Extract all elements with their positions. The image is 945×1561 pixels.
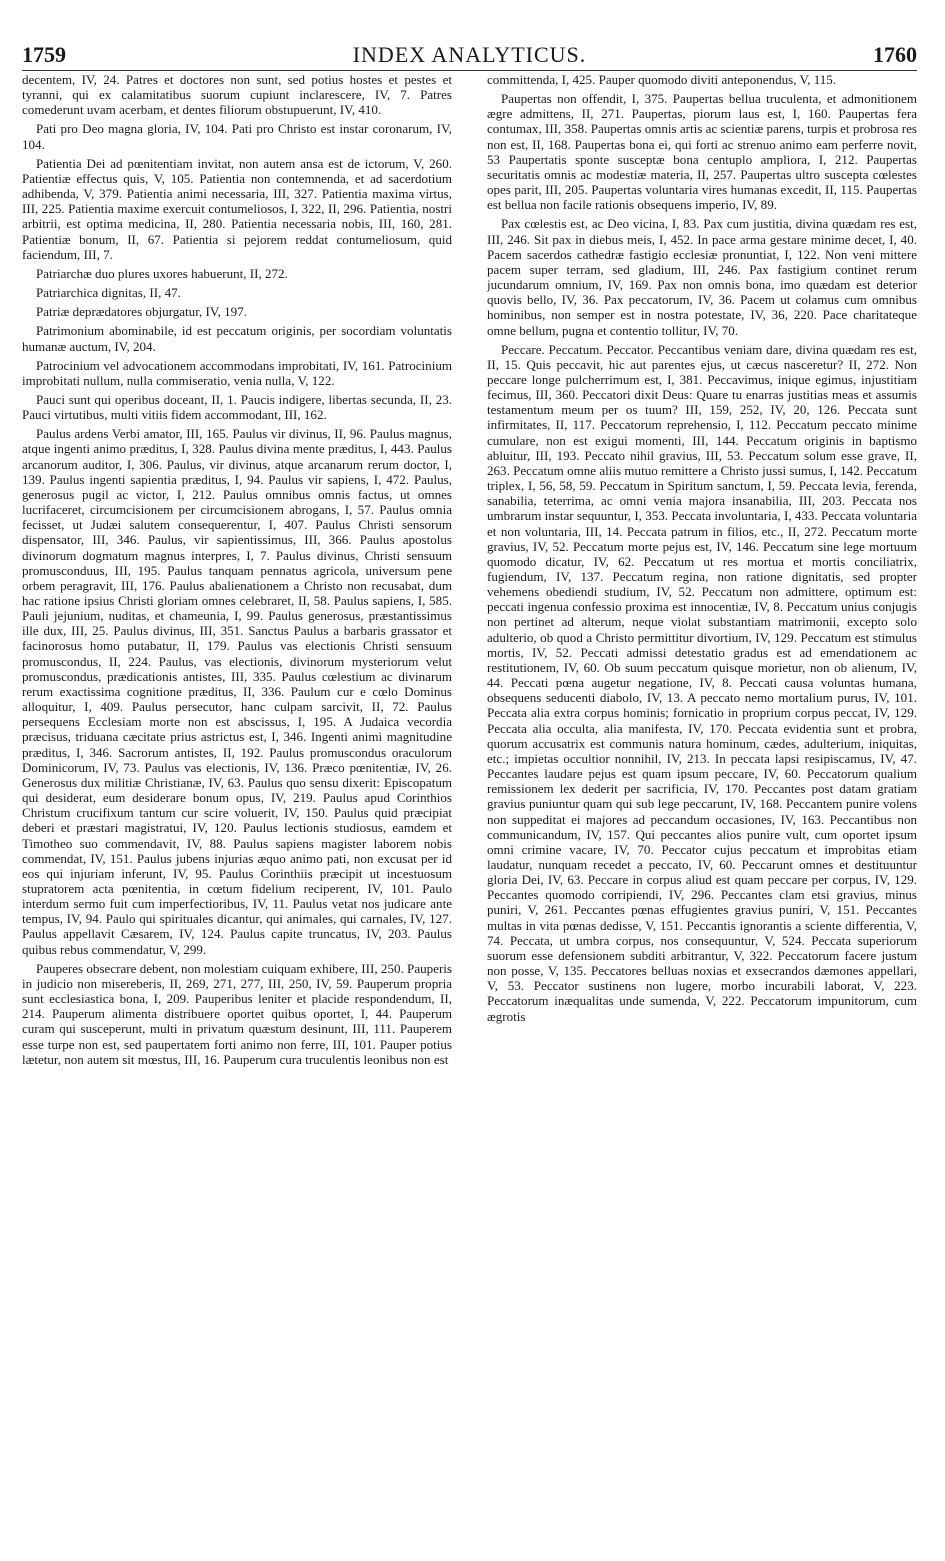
index-entry: Paulus ardens Verbi amator, III, 165. Paulus vir divinus, II, 96. Paulus magnus, atque ingenti animo præditus, I, 328. Paulus divina mente præditus, I, 443. Paulus arcanorum auditor, I, 306. Paulus, vir divinus, atque arcanarum rerum doctor, I, 139. Paulus ingenti sapientia præditus, I, 94. Paulus vir sapiens, I, 472. Paulus, generosus pugil ac victor, I, 212. Paulus omnibus omnis factus, ut omnes lucrifaceret, circumcisionem per circumcisionem abrogans, I, 57. Paulus omnia fecisset, ut Judæi salutem consequerentur, I, 407. Paulus Christi sensorum dispensator, III, 346. Paulus, vir sapientissimus, III, 366. Paulus apostolus divinorum dogmatum magnus interpres, I, 7. Paulus divinus, Christi sensuum promusconduus, III, 195. Paulus tanquam pennatus agricola, universum pene orbem peragravit, III, 176. Paulus abalienationem a Christo non recusabat, dum hac ratione ipsius Christi gloriam omnes celebraret, II, 58. Paulus sapiens, I, 585. Pauli jejunium, nuditas, et chameunia, I, 99. Paulus generosus, præstantissimus ille dux, III, 25. Paulus divinus, III, 351. Sanctus Paulus a barbaris grassator et facinorosus homo putabatur, II, 179. Paulus vas electionis Christi sensuum promuscondus, II, 224. Paulus, vas electionis, divinorum mysteriorum velut promuscondus, prædicationis antistes, III, 335. Paulus cœlestium ac divinarum rerum exactissima cognitione præditus, II, 336. Paulum cur e cœlo Dominus alloquitur, I, 409. Paulus persecutor, hanc culpam sarcivit, II, 72. Paulus persequens Ecclesiam morte non est abscissus, I, 195. A Judaica vecordia præcisus, triduana cæcitate prius astrictus est, I, 346. Ingenti animi magnitudine præditus, I, 346. Sacrorum antistes, II, 192. Paulus promuscondus oraculorum Dominicorum, IV, 73. Paulus vas electionis, IV, 136. Præco pœnitentiæ, IV, 26. Generosus dux militiæ Christianæ, IV, 63. Paulus quo sensu dixerit: Episcopatum qui desiderat, eum desiderare bonum opus, IV, 219. Paulus apud Corinthios Christum crucifixum tantum cur scire voluerit, IV, 150. Paulus quid præcipiat deberi et præstari magistratui, IV, 120. Paulus lectionis studiosus, eamdem et Timotheo suo commendavit, IV, 88. Paulus sapiens magister laborem nobis commendat, IV, 151. Paulus jubens injurias æquo animo pati, non excusat per id eos qui injuriam inferunt, IV, 95. Paulus Corinthiis præcipit ut incestuosum stupratorem acta pœnitentia, in cœtum fidelium reciperent, IV, 101. Paulo interdum sermo fuit cum imperfectioribus, IV, 11. Paulus vetat nos judicare ante tempus, IV, 94. Paulo qui spirituales dicantur, qui animales, qui carnales, IV, 127. Paulus appellavit Cæsarem, IV, 124. Paulus capite truncatus, IV, 203. Paulus quibus rebus commendatur, V, 299. (22, 426, 452, 957)
index-entry: Paupertas non offendit, I, 375. Paupertas bellua truculenta, et admonitionem ægre admittens, II, 271. Paupertas, piorum laus est, I, 160. Paupertas fera contumax, III, 358. Paupertas omnis artis ac scientiæ parens, turpis et probrosa res non est, II, 168. Paupertas bona ei, qui forti ac strenuo animo eam perferre novit, 53 Paupertatis sponte susceptæ bona centuplo ampliora, I, 212. Paupertas securitatis omnis ac modestiæ materia, II, 257. Paupertas ultro suscepta cœlestes opes parit, III, 205. Paupertas voluntaria vires humanas excedit, II, 115. Paupertas est bellua non facile rationis obsequens imperio, IV, 89. (487, 91, 917, 213)
index-entry: Peccare. Peccatum. Peccator. Peccantibus veniam dare, divina quædam res est, II, 15. Quis peccavit, hic aut parentes ejus, ut cæcus nasceretur? II, 272. Non peccare longe pulcherrimum est, I, 381. Peccavimus, inique egimus, injustitiam fecimus, III, 360. Peccatori dixit Deus: Quare tu enarras justitias meas et assumis testamentum meum per os tuum? III, 159, 252, IV, 20, 126. Peccata sunt infirmitates, II, 117. Peccatorum reprehensio, I, 112. Peccatum peccato minime cumulare, non est exigui momenti, III, 144. Peccatum originis in baptismo abluitur, III, 193. Peccato nihil gravius, III, 53. Peccatum solum esse grave, II, 263. Peccatum omne aliis mutuo remittere a Christo jussi sumus, I, 142. Peccatum triplex, I, 56, 58, 59. Peccatum in Spiritum sanctum, I, 59. Peccata levia, ferenda, sanabilia, teterrima, ac omni venia majora insanabilia, III, 203. Peccata nos umbrarum instar sequuntur, I, 353. Peccata involuntaria, I, 433. Peccata voluntaria et non voluntaria, III, 14. Peccata patrum in filios, etc., II, 272. Peccatum morte gravius, IV, 52. Peccatum morte pejus est, IV, 146. Peccatum sine lege mortuum quomodo dicatur, IV, 62. Peccatum ut res mortua et mortis conciliatrix, fugiendum, IV, 137. Peccatum regina, non ratione dignitatis, sed propter vehemens obediendi studium, IV, 52. Peccatum non admittere, optimum est: peccati ingenua confessio proxima est innocentiæ, IV, 8. Peccatum unius conjugis non pertinet ad alterum, neque violat substantiam matrimonii, excepto solo adulterio, ob quod a Christo permittitur divortium, IV, 129. Peccatum est stimulus mortis, IV, 52. Peccati admissi detestatio gradus est ad emendationem ac restitutionem, IV, 60. Ob suum peccatum quisque morietur, non ob alienum, IV, 44. Peccati pœna augetur negatione, IV, 8. Peccati causa voluntas humana, obsequens seducenti diabolo, IV, 13. A peccato nemo mortalium purus, IV, 101. Peccata alia extra corpus hominis; fornicatio in proprium corpus peccat, IV, 129. Peccata alia occulta, alia manifesta, IV, 170. Peccata evidentia sunt et probra, quorum accusatrix est communis natura hominum, cædes, adulterium, iniquitas, etc.; impietas occultior nonnihil, IV, 213. In peccata lapsi resipiscamus, IV, 47. Peccantes laudare pejus est quam ipsum peccare, IV, 60. Peccatorum qualium remissionem lex dederit per sacrificia, IV, 170. Peccantes post datam gratiam gravius puniuntur quam qui sub lege peccarunt, IV, 168. Peccantem punire volens non suppeditat ei majores ad peccandum occasiones, IV, 163. Peccantibus non communicandum, IV, 157. Qui peccantes alios punire vult, cum oportet ipsum omni crimine vacare, IV, 70. Peccator cujus peccatum et improbitas etiam laudatur, nunquam recedet a peccato, IV, 60. Peccarunt omnes et destituuntur gloria Dei, IV, 63. Peccare in corpus aliud est quam peccare per corpus, IV, 129. Peccantes quomodo corripiendi, IV, 296. Peccantes clam etsi gravius, minus puniri, V, 261. Peccantes pœnas effugientes gravius puniri, V, 151. Peccantes multas in vita pœnas dedisse, V, 151. Peccantis ignorantis a sciente differentia, V, 74. Peccata, ut umbra corpus, nos consequuntur, V, 524. Peccata superiorum suorum esse defensionem subditi arbitrantur, V, 322. Peccatorum facere justum non posse, V, 135. Peccatores belluas noxias et exsecrandos dæmones appellari, V, 53. Peccator sustinens non lugere, morbo incurabili laborat, V, 223. Peccatorum inæqualitas unde sumenda, V, 222. Peccatorum impunitorum, cum ægrotis (487, 341, 917, 1024)
index-entry: Patriarchica dignitas, II, 47. (36, 285, 181, 301)
index-entry: Patrimonium abominabile, id est peccatum originis, per socordiam voluntatis humanæ auctum, IV, 204. (22, 323, 452, 354)
running-title: INDEX ANALYTICUS. (352, 42, 587, 67)
index-entry: Patriæ deprædatores objurgatur, IV, 197. (36, 304, 247, 320)
index-entry: Pax cœlestis est, ac Deo vicina, I, 83. Pax cum justitia, divina quædam res est, III, 246. Sit pax in diebus meis, I, 452. In pace arma gestare minime decet, I, 40. Pacem sacerdos cathedræ fastigio ecclesiæ pronuntiat, I, 122. Non veni mittere pacem super terram, sed gladium, III, 246. Pax fastigium continet rerum jucundarum omnium, IV, 169. Pax non omnis bona, imo quædam est deterior quovis bello, IV, 36. Pax peccatorum, IV, 36. Pacem ut colamus cum omnibus hominibus, non semper est in nostra potestate, IV, 36, 220. Pace charitateque omne bellum, pugna et contentio tollitur, IV, 70. (487, 216, 917, 338)
index-entry: committenda, I, 425. Pauper quomodo diviti anteponendus, V, 115. (487, 72, 837, 87)
index-entry: decentem, IV, 24. Patres et doctores non sunt, sed potius hostes et pestes et tyranni, qui ex calamitatibus suorum cupiunt inclarescere, IV, 7. Patres comederunt uvam acerbam, et dentes filiorum obstupuerunt, IV, 410. (22, 72, 452, 118)
index-entry: Pauperes obsecrare debent, non molestiam cuiquam exhibere, III, 250. Pauperis in judicio non misereberis, II, 269, 271, 277, III, 250, IV, 59. Pauperum propria sunt ecclesiastica bona, I, 209. Pauperibus leniter et placide respondendum, II, 214. Pauperum alimenta distribuere oportet quibus oportet, I, 44. Pauperum curam qui susceperunt, multi in privatum quæstum desinunt, III, 111. Pauperem esse turpe non est, sed paupertatem forti animo non ferre, III, 101. Pauper potius lætetur, non autem sit mœstus, III, 16. Pauperum cura truculentis leonibus non est (22, 960, 452, 1067)
index-entry: Pauci sunt qui operibus doceant, II, 1. Paucis indigere, libertas secunda, II, 23. Pauci virtutibus, multi vitiis fidem accommodant, III, 162. (22, 391, 452, 423)
index-entry: Pati pro Deo magna gloria, IV, 104. Pati pro Christo est instar coronarum, IV, 104. (22, 121, 452, 152)
index-entry: Patriarchæ duo plures uxores habuerunt, II, 272. (36, 265, 288, 281)
index-entry: Patrocinium vel advocationem accommodans improbitati, IV, 161. Patrocinium improbitati nullum, nulla commiseratio, venia nulla, V, 122. (22, 357, 452, 388)
right-text-column (487, 72, 917, 1542)
left-page-number: 1759 (22, 42, 66, 67)
page-header (22, 40, 917, 71)
right-page-number: 1760 (873, 42, 917, 67)
index-entry: Patientia Dei ad pœnitentiam invitat, non autem ansa est de ictorum, V, 260. Patientiæ effectus quis, V, 105. Patientia non contemnenda, et ad sacerdotium adhibenda, V, 379. Patientia animi necessaria, III, 327. Patientia maxima virtus, III, 225. Patientia maxime exercuit contumeliosos, I, 322, II, 296. Patientia, nostri arbitrii, est optima medicina, II, 280. Patientia necessaria nobis, III, 160, 281. Patientiæ bonum, II, 67. Patientia si pejorem reddat contumeliosum, quid faciendum, III, 7. (22, 155, 452, 262)
left-text-column (22, 72, 452, 1542)
